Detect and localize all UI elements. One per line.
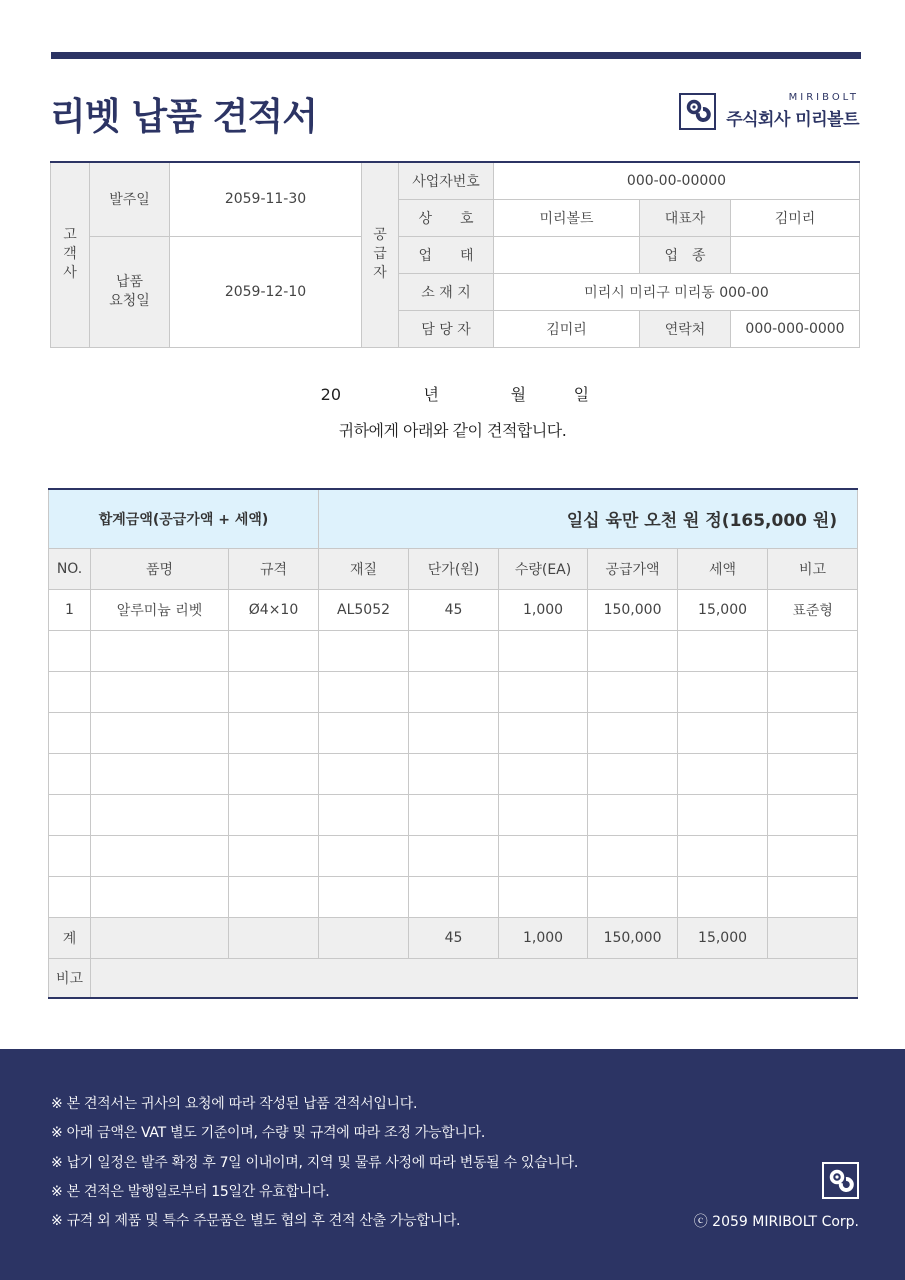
total-supply-amount: 150,000 — [588, 917, 678, 958]
brand-block — [679, 92, 859, 130]
table-cell — [49, 712, 91, 753]
delivery-date-value: 2059-12-10 — [170, 236, 362, 347]
company-value: 미리볼트 — [494, 199, 640, 236]
table-cell — [319, 712, 409, 753]
table-cell — [678, 712, 768, 753]
remark-value — [91, 958, 858, 998]
table-cell — [91, 876, 229, 917]
summary-row — [49, 489, 858, 548]
table-cell — [499, 835, 588, 876]
table-cell — [229, 671, 319, 712]
bolt-nut-logo-icon — [679, 93, 716, 130]
table-cell — [768, 712, 858, 753]
greeting-text: 귀하에게 아래와 같이 견적합니다. — [338, 421, 567, 440]
manager-value: 김미리 — [494, 310, 640, 347]
column-header: 품명 — [91, 548, 229, 589]
table-cell — [499, 712, 588, 753]
table-cell: 1 — [49, 589, 91, 630]
biz-item-label: 업 종 — [640, 236, 731, 273]
remark-label: 비고 — [49, 958, 91, 998]
footer-note: ※ 납기 일정은 발주 확정 후 7일 이내이며, 지역 및 물류 사정에 따라 변동될 수 있습니다. — [51, 1154, 578, 1171]
month-label: 월 — [510, 385, 527, 404]
table-cell — [768, 835, 858, 876]
customer-supplier-info-table — [50, 161, 860, 348]
table-cell — [588, 835, 678, 876]
table-cell — [768, 671, 858, 712]
table-row — [49, 671, 858, 712]
table-cell — [409, 876, 499, 917]
table-cell: 15,000 — [678, 589, 768, 630]
brand-name-ko: 주식회사 미리볼트 — [726, 110, 859, 130]
total-row — [49, 917, 858, 958]
brand-name-en: MIRIBOLT — [788, 92, 859, 103]
total-label: 계 — [49, 917, 91, 958]
column-header: 수량(EA) — [499, 548, 588, 589]
table-cell — [588, 753, 678, 794]
contact-value: 000-000-0000 — [731, 310, 860, 347]
table-cell — [49, 671, 91, 712]
table-cell — [678, 835, 768, 876]
table-cell — [319, 671, 409, 712]
table-cell — [499, 671, 588, 712]
table-row — [49, 753, 858, 794]
table-cell — [678, 876, 768, 917]
table-cell — [319, 835, 409, 876]
biz-no-label: 사업자번호 — [399, 162, 494, 199]
table-row — [49, 835, 858, 876]
ceo-value: 김미리 — [731, 199, 860, 236]
delivery-date-label: 납품 요청일 — [90, 236, 170, 347]
column-header: NO. — [49, 548, 91, 589]
customer-section-label: 고 객 사 — [51, 162, 90, 347]
table-cell — [409, 630, 499, 671]
order-date-label: 발주일 — [90, 162, 170, 236]
table-cell — [49, 630, 91, 671]
table-cell — [49, 835, 91, 876]
column-header: 규격 — [229, 548, 319, 589]
table-cell — [499, 630, 588, 671]
table-row — [49, 794, 858, 835]
table-cell — [588, 630, 678, 671]
footer-note: ※ 아래 금액은 VAT 별도 기준이며, 수량 및 규격에 따라 조정 가능합니다. — [51, 1125, 486, 1142]
table-cell — [499, 876, 588, 917]
table-cell — [588, 794, 678, 835]
biz-item-value — [731, 236, 860, 273]
table-cell — [49, 876, 91, 917]
biz-no-value: 000-00-00000 — [494, 162, 860, 199]
footer — [0, 1049, 905, 1280]
table-cell — [499, 753, 588, 794]
address-value: 미리시 미리구 미리동 000-00 — [494, 273, 860, 310]
table-cell: 150,000 — [588, 589, 678, 630]
year-label: 년 — [423, 385, 439, 404]
table-cell — [678, 671, 768, 712]
table-cell — [319, 753, 409, 794]
table-cell — [229, 835, 319, 876]
order-date-value: 2059-11-30 — [170, 162, 362, 236]
table-cell — [409, 671, 499, 712]
table-cell: 표준형 — [768, 589, 858, 630]
table-cell — [588, 876, 678, 917]
address-label: 소 재 지 — [399, 273, 494, 310]
table-cell — [49, 794, 91, 835]
table-cell — [588, 712, 678, 753]
summary-label: 합계금액(공급가액 + 세액) — [49, 489, 319, 548]
table-cell: 45 — [409, 589, 499, 630]
day-label: 일 — [573, 385, 590, 404]
issue-date-line — [0, 382, 905, 405]
table-cell — [49, 753, 91, 794]
manager-label: 담 당 자 — [399, 310, 494, 347]
table-cell — [319, 876, 409, 917]
bolt-nut-logo-icon — [822, 1162, 859, 1199]
total-tax: 15,000 — [678, 917, 768, 958]
table-cell — [678, 630, 768, 671]
table-cell — [91, 671, 229, 712]
table-cell — [588, 671, 678, 712]
table-cell — [499, 794, 588, 835]
total-unit-price: 45 — [409, 917, 499, 958]
document-title: 리벳 납품 견적서 — [50, 95, 317, 138]
table-cell — [409, 753, 499, 794]
table-cell — [319, 630, 409, 671]
table-row — [49, 630, 858, 671]
contact-label: 연락처 — [640, 310, 731, 347]
supplier-section-label: 공 급 자 — [362, 162, 399, 347]
footer-notes — [51, 1094, 578, 1240]
column-header: 재질 — [319, 548, 409, 589]
remark-row — [49, 958, 858, 998]
summary-value: 일십 육만 오천 원 정(165,000 원) — [319, 489, 858, 548]
table-cell — [91, 835, 229, 876]
table-cell — [91, 712, 229, 753]
table-cell: 1,000 — [499, 589, 588, 630]
table-cell: AL5052 — [319, 589, 409, 630]
table-row — [49, 712, 858, 753]
table-cell — [768, 753, 858, 794]
table-row — [49, 876, 858, 917]
table-cell: Ø4×10 — [229, 589, 319, 630]
table-cell — [229, 753, 319, 794]
table-cell — [229, 630, 319, 671]
table-cell — [409, 794, 499, 835]
ceo-label: 대표자 — [640, 199, 731, 236]
table-cell — [678, 794, 768, 835]
table-row — [49, 589, 858, 630]
biz-type-value — [494, 236, 640, 273]
column-header: 비고 — [768, 548, 858, 589]
biz-type-label: 업 태 — [399, 236, 494, 273]
column-header: 세액 — [678, 548, 768, 589]
footer-note: ※ 규격 외 제품 및 특수 주문품은 별도 협의 후 견적 산출 가능합니다. — [51, 1213, 461, 1230]
footer-note: ※ 본 견적서는 귀사의 요청에 따라 작성된 납품 견적서입니다. — [51, 1096, 418, 1112]
table-cell — [319, 794, 409, 835]
column-header: 단가(원) — [409, 548, 499, 589]
footer-note: ※ 본 견적은 발행일로부터 15일간 유효합니다. — [51, 1183, 330, 1200]
table-cell — [229, 794, 319, 835]
table-cell — [409, 835, 499, 876]
items-table — [48, 488, 858, 999]
table-cell — [768, 630, 858, 671]
table-cell — [409, 712, 499, 753]
table-cell — [678, 753, 768, 794]
table-cell — [91, 753, 229, 794]
table-cell — [229, 712, 319, 753]
table-cell — [229, 876, 319, 917]
year-prefix: 20 — [320, 385, 342, 404]
column-header: 공급가액 — [588, 548, 678, 589]
table-cell — [768, 794, 858, 835]
table-cell — [768, 876, 858, 917]
table-cell: 알루미늄 리벳 — [91, 589, 229, 630]
company-label: 상 호 — [399, 199, 494, 236]
copyright-text: ⓒ 2059 MIRIBOLT Corp. — [693, 1214, 859, 1230]
total-quantity: 1,000 — [499, 917, 588, 958]
table-cell — [91, 630, 229, 671]
header-accent-bar — [51, 52, 861, 59]
table-cell — [91, 794, 229, 835]
table-header-row — [49, 548, 858, 589]
